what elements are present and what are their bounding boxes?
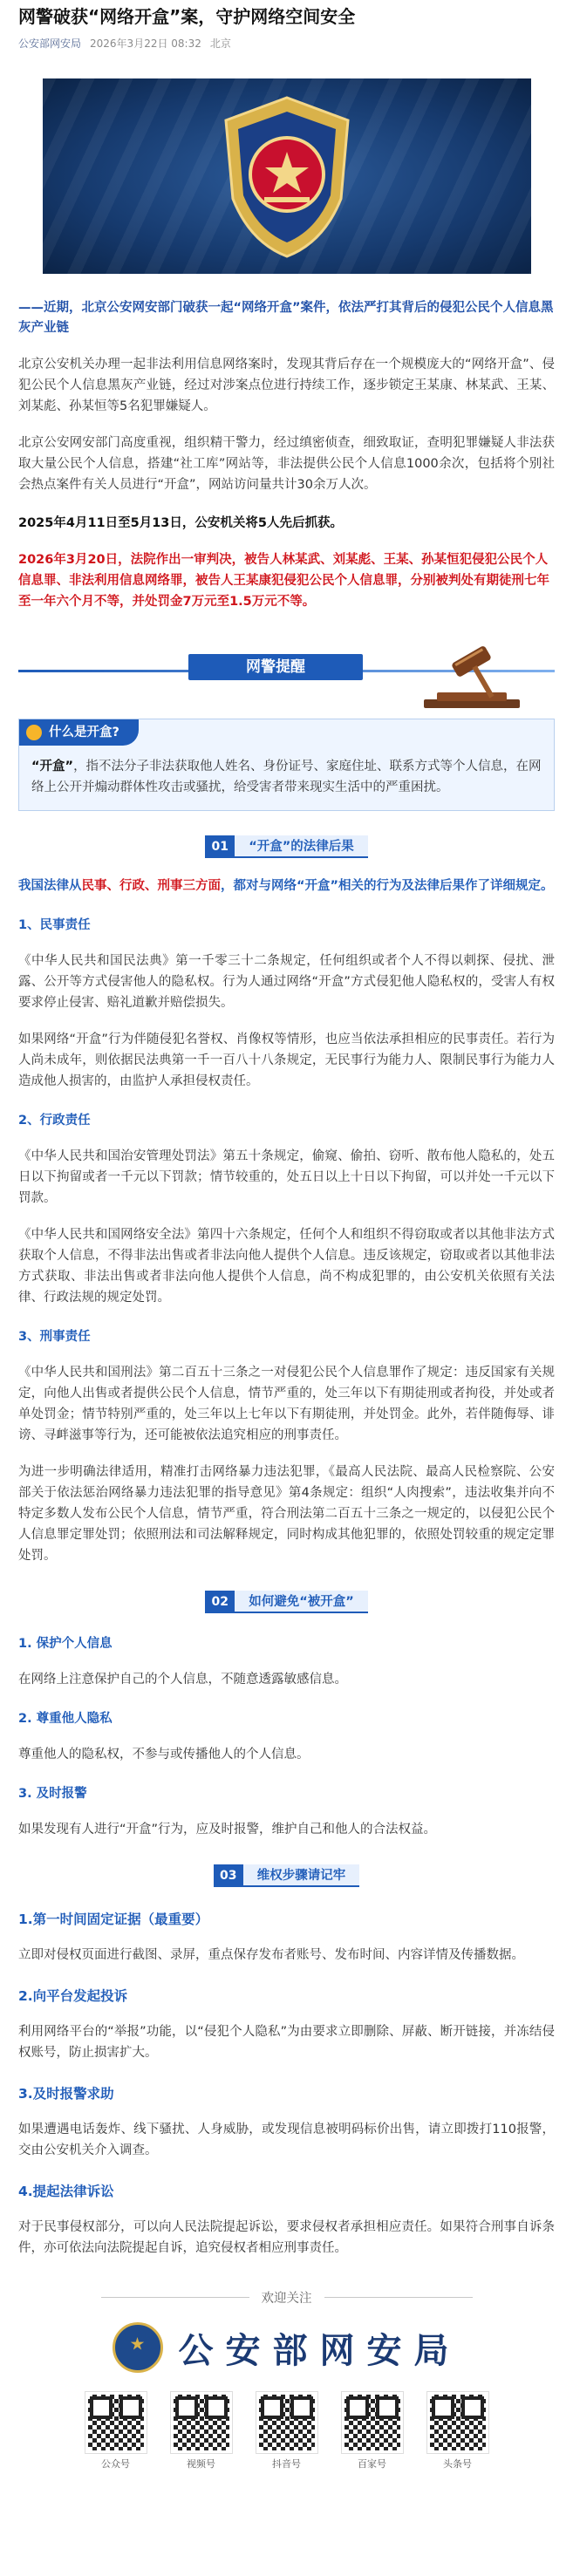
step-heading: 2.向平台发起投诉 <box>18 1988 128 2004</box>
paragraph: 《中华人民共和国民法典》第一千零三十二条规定，任何组织或者个人不得以刺探、侵扰、泄露、公开等方式侵害他人的隐私权。行为人通过网络“开盒”方式侵犯他人隐私权的，受害人有权要求停止侵害、赔礼道歉并赔偿损失。 <box>18 954 555 1010</box>
section-label: 如何避免“被开盒” <box>235 1591 368 1613</box>
paragraph: 对于民事侵权部分，可以向人民法院提起诉讼，要求侵权者承担相应责任。如果符合刑事自诉条件，亦可依法向法院提起自诉，追究侵权者相应刑事责任。 <box>18 2220 555 2255</box>
paragraph: 如果发现有人进行“开盒”行为，应及时报警，维护自己和他人的合法权益。 <box>18 1823 437 1837</box>
civil-liability-heading: 1、民事责任 <box>18 918 91 932</box>
question-tab: 什么是开盒? <box>19 719 139 746</box>
account-link[interactable]: 公安部网安局 <box>18 37 82 50</box>
article-title: 网警破获“网络开盒”案，守护网络空间安全 <box>18 6 356 27</box>
follow-text: 欢迎关注 <box>261 2292 312 2306</box>
section-header-avoid <box>18 1589 555 1615</box>
follow-divider <box>18 2288 555 2307</box>
paragraph: 如果遭遇电话轰炸、线下骚扰、人身威胁，或发现信息被明码标价出售，请立即拨打110报警，交由公安机关介入调查。 <box>18 2123 555 2157</box>
step-heading: 4.提起法律诉讼 <box>18 2184 114 2199</box>
section-label: “开盒”的法律后果 <box>235 835 368 858</box>
paragraph: 立即对侵权页面进行截图、录屏，重点保存发布者账号、发布时间、内容详情及传播数据。 <box>18 1948 524 1962</box>
paragraph: 北京公安网安部门高度重视，组织精干警力，经过缜密侦查，细致取证，查明犯罪嫌疑人非法获取大量公民个人信息，搭建“社工库”网站等，非法提供公民个人信息1000余次，包括将个别社会热点案件有关人员进行“开盒”，网站访问量共计30余万人次。 <box>18 436 555 492</box>
paragraph: 为进一步明确法律适用，精准打击网络暴力违法犯罪，《最高人民法院、最高人民检察院、公安部关于依法惩治网络暴力违法犯罪的指导意见》第4条规定：组织“人肉搜索”，违法收集并向不特定多数人发布公民个人信息，情节严重，符合刑法第二百五十三条之一规定的，以侵犯公民个人信息罪定罪处罚；依照刑法和司法解释规定，同时构成其他犯罪的，依照处罚较重的规定定罪处罚。 <box>18 1465 555 1563</box>
police-emblem-icon <box>113 2322 163 2373</box>
arrest-paragraph: 2025年4月11日至5月13日，公安机关将5人先后抓获。 <box>18 516 343 530</box>
qr-toutiao[interactable]: 头条号 <box>427 2392 488 2470</box>
hero-image <box>43 78 531 274</box>
paragraph: 如果网络“开盒”行为伴随侵犯名誉权、肖像权等情形，也应当依法承担相应的民事责任。若行为人尚未成年，则依据民法典第一千一百八十八条规定，无民事行为能力人、限制民事行为能力人造成他人损害的，由监护人承担侵权责任。 <box>18 1032 555 1088</box>
paragraph: 北京公安机关办理一起非法利用信息网络案时，发现其背后存在一个规模庞大的“网络开盒”、侵犯公民个人信息黑灰产业链，经过对涉案点位进行持续工作，逐步锁定王某康、林某武、王某、刘某彪、孙某恒等5名犯罪嫌疑人。 <box>18 358 555 413</box>
section-number: 01 <box>205 835 235 858</box>
step-heading: 3.及时报警求助 <box>18 2086 114 2102</box>
gavel-icon <box>406 635 537 713</box>
paragraph: 在网络上注意保护自己的个人信息，不随意透露敏感信息。 <box>18 1673 347 1687</box>
step-heading: 1.第一时间固定证据（最重要） <box>18 1912 209 1927</box>
qr-code-icon <box>427 2392 488 2453</box>
publish-date: 2026年3月22日 08:32 <box>90 37 201 50</box>
logo-text: 公安部网安局 <box>178 2329 461 2371</box>
tip-heading: 3. 及时报警 <box>18 1787 87 1801</box>
section-number: 02 <box>205 1591 235 1613</box>
qr-code-icon <box>85 2392 147 2453</box>
qr-code-icon <box>171 2392 232 2453</box>
qr-code-icon <box>342 2392 403 2453</box>
qr-wechat[interactable]: 公众号 <box>85 2392 147 2470</box>
question-box <box>18 719 555 811</box>
section-label: 维权步骤请记牢 <box>243 1864 360 1887</box>
section-number: 03 <box>214 1864 243 1887</box>
intro-lead: ——近期，北京公安网安部门破获一起“网络开盒”案件，依法严打其背后的侵犯公民个人信息黑灰产业链 <box>18 301 554 335</box>
question-answer: “开盒”，指不法分子非法获取他人姓名、身份证号、家庭住址、联系方式等个人信息，在网络上公开并煽动群体性攻击或骚扰，给受害者带来现实生活中的严重困扰。 <box>31 760 542 794</box>
police-badge-icon <box>219 94 355 260</box>
paragraph: 《中华人民共和国网络安全法》第四十六条规定，任何个人和组织不得窃取或者以其他非法方式获取个人信息，不得非法出售或者非法向他人提供个人信息。违反该规定，窃取或者以其他非法方式获取、非法出售或者非法向他人提供个人信息，尚不构成犯罪的，由公安机关依照有关法律、行政法规的规定处罚。 <box>18 1228 555 1305</box>
qr-code-icon <box>256 2392 317 2453</box>
verdict-paragraph: 2026年3月20日，法院作出一审判决，被告人林某武、刘某彪、王某、孙某恒犯侵犯公民个人信息罪、非法利用信息网络罪，被告人王某康犯侵犯公民个人信息罪，分别被判处有期徒刑七年至一年六个月不等，并处罚金7万元至1.5万元不等。 <box>18 553 549 609</box>
paragraph: 利用网络平台的“举报”功能，以“侵犯个人隐私”为由要求立即删除、屏蔽、断开链接，并冻结侵权账号，防止损害扩大。 <box>18 2025 555 2060</box>
criminal-liability-heading: 3、刑事责任 <box>18 1330 91 1344</box>
legal-lead: 我国法律从民事、行政、刑事三方面，都对与网络“开盒”相关的行为及法律后果作了详细规定。 <box>18 879 554 893</box>
lightbulb-icon <box>26 725 42 740</box>
paragraph: 《中华人民共和国治安管理处罚法》第五十条规定，偷窥、偷拍、窃听、散布他人隐私的，处五日以下拘留或者一千元以下罚款；情节较重的，处五日以上十日以下拘留，可以并处一千元以下罚款。 <box>18 1149 555 1205</box>
reminder-banner <box>18 635 555 713</box>
paragraph: 《中华人民共和国刑法》第二百五十三条之一对侵犯公民个人信息罪作了规定：违反国家有关规定，向他人出售或者提供公民个人信息，情节严重的，处三年以下有期徒刑或者拘役，并处或者单处罚金；情节特别严重的，处三年以上七年以下有期徒刑，并处罚金。此外，若伴随侮辱、诽谤、寻衅滋事等行为，还可能被依法追究相应的刑事责任。 <box>18 1366 555 1442</box>
qr-video[interactable]: 视频号 <box>171 2392 232 2470</box>
qr-code-row <box>18 2392 555 2470</box>
tip-heading: 1. 保护个人信息 <box>18 1637 113 1651</box>
qr-douyin[interactable]: 抖音号 <box>256 2392 317 2470</box>
qr-baijia[interactable]: 百家号 <box>342 2392 403 2470</box>
publish-location: 北京 <box>209 37 231 50</box>
footer-logo <box>18 2322 555 2373</box>
admin-liability-heading: 2、行政责任 <box>18 1114 91 1128</box>
article-meta <box>18 33 555 52</box>
paragraph: 尊重他人的隐私权，不参与或传播他人的个人信息。 <box>18 1748 310 1762</box>
section-header-legal <box>18 834 555 860</box>
reminder-label: 网警提醒 <box>188 654 363 680</box>
tip-heading: 2. 尊重他人隐私 <box>18 1712 113 1726</box>
section-header-rights <box>18 1863 555 1889</box>
